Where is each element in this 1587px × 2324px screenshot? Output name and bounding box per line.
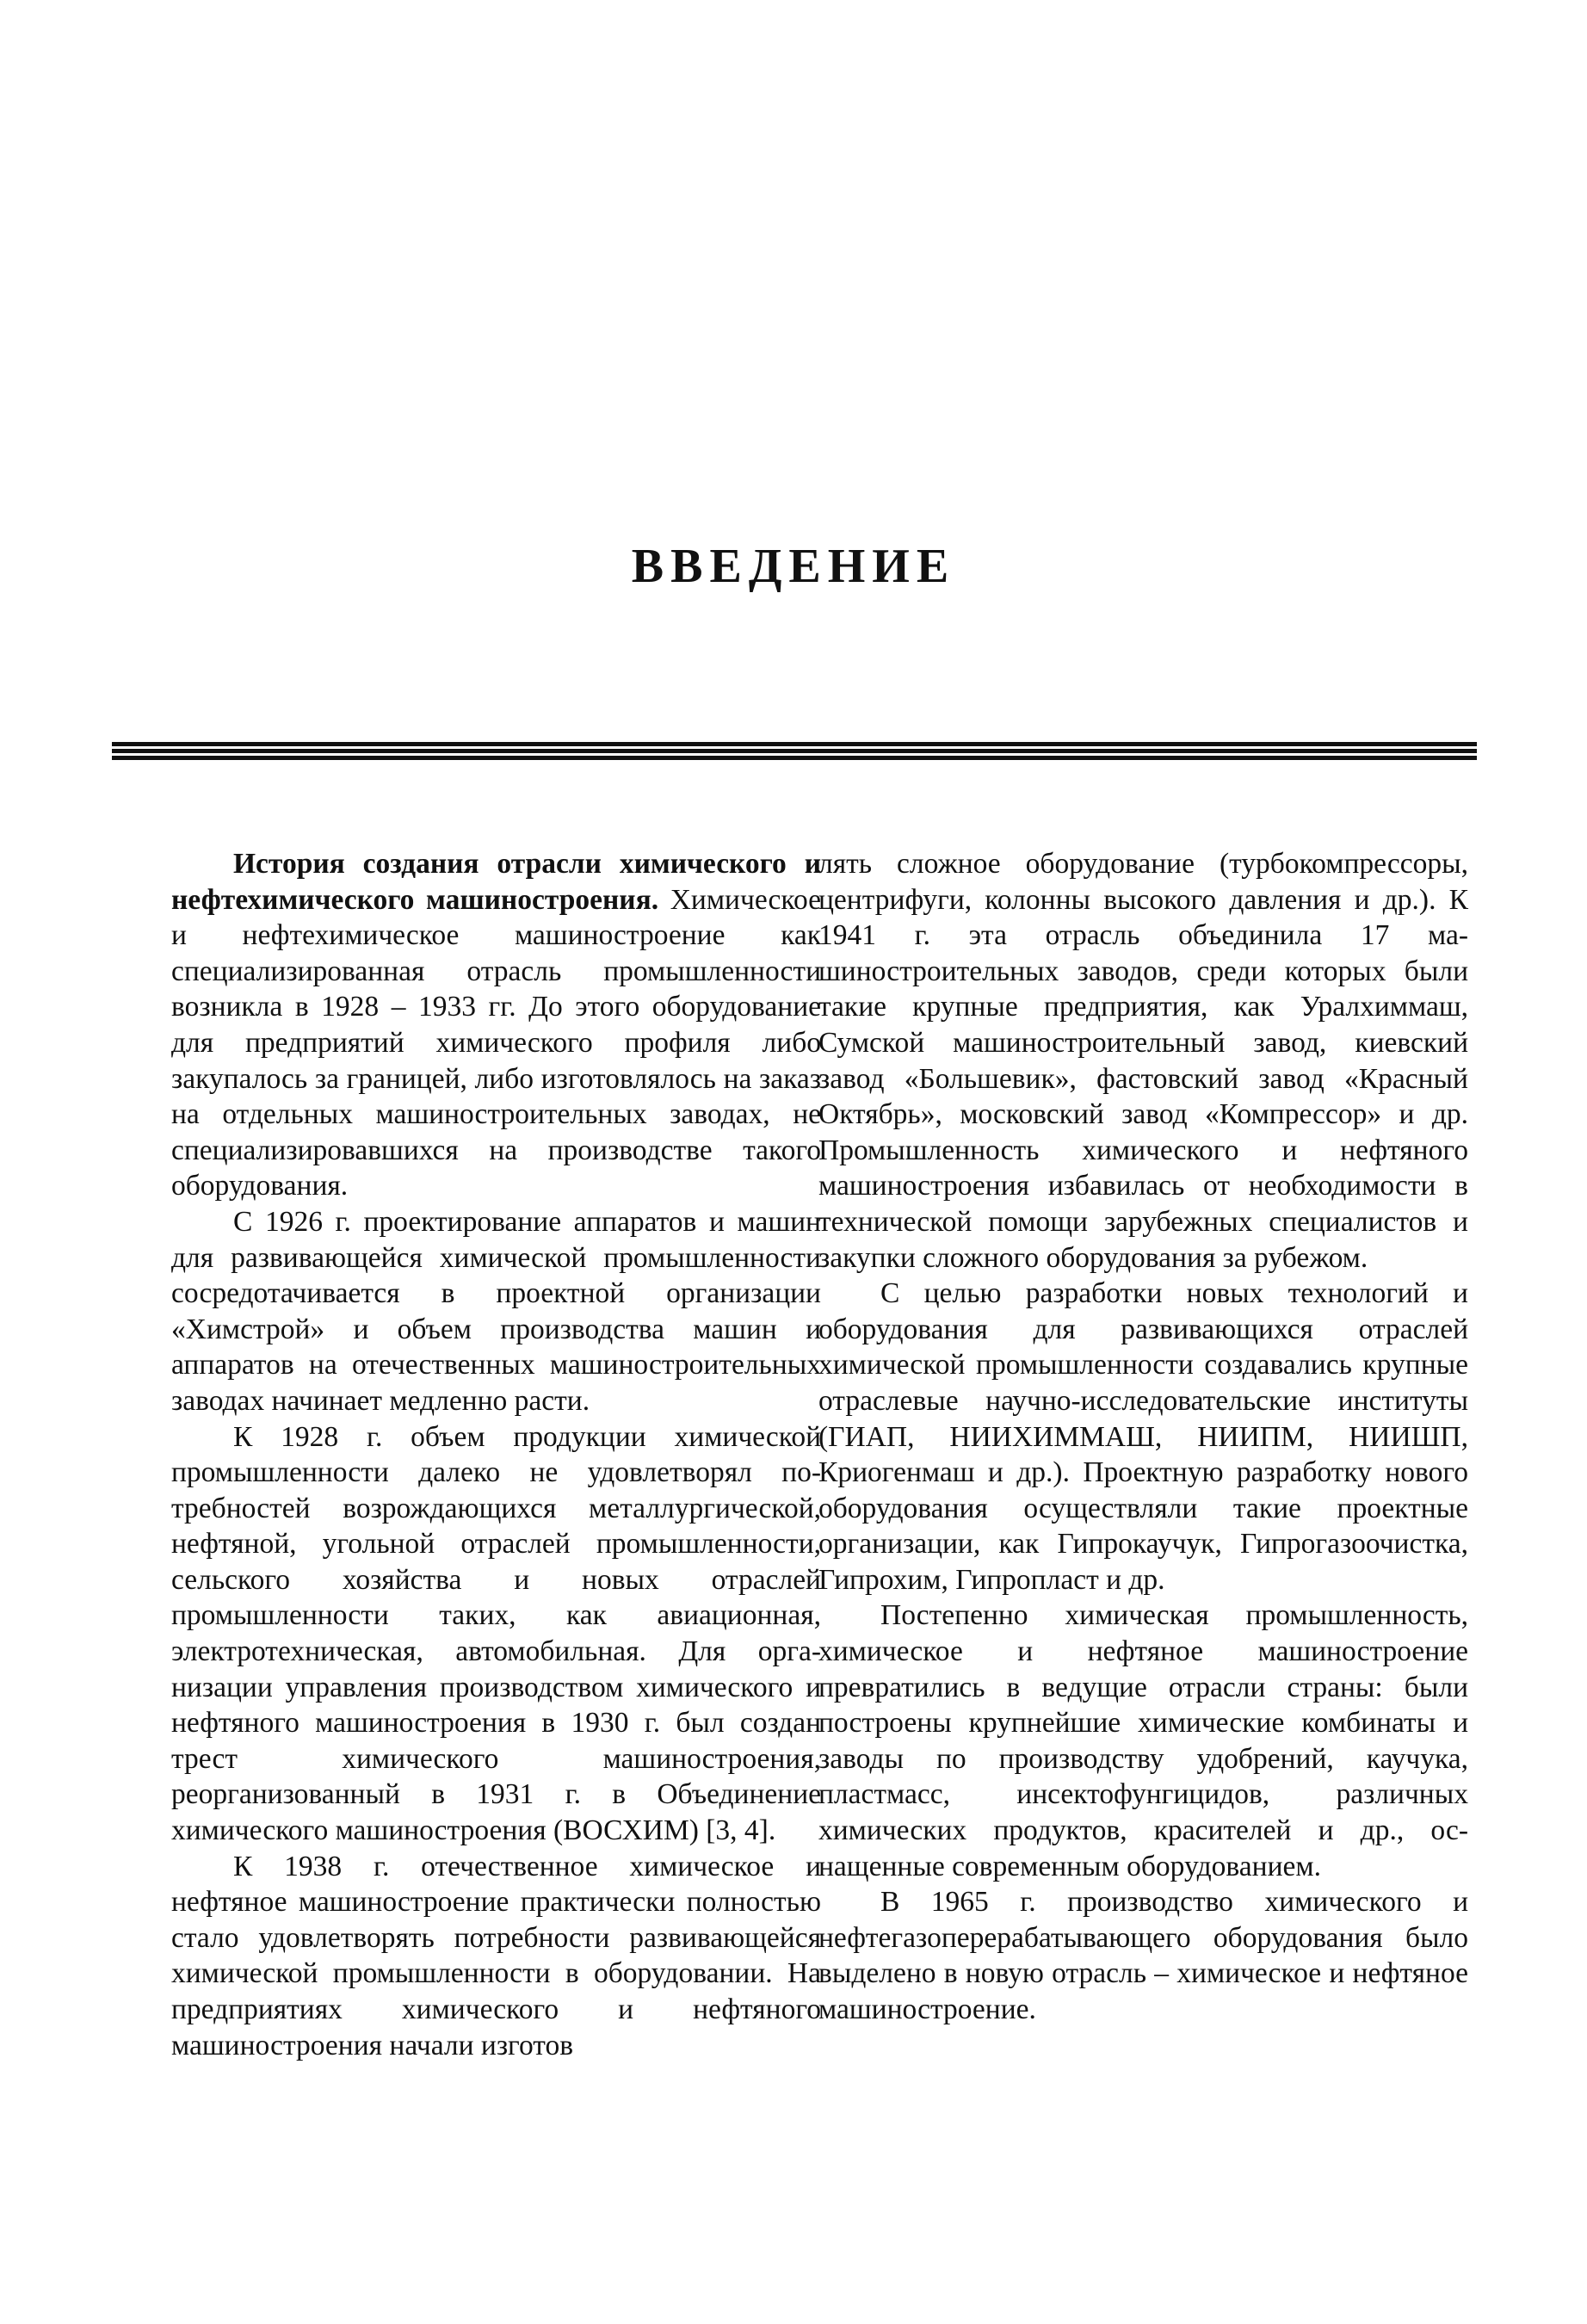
divider-line [112, 742, 1477, 746]
divider-line [112, 749, 1477, 753]
paragraph-leading-industries: Постепенно химическая промышленность, химическое и нефтяное машиностроение превратились в ведущие отрасли страны: были построены крупнейшие химические комбинаты и заводы по производству удобрений, каучука, пластмасс, инсектофунгицидов, различных химических продуктов, красителей и др., оснащенные современным оборудованием. [818, 1599, 1468, 1882]
left-column [171, 846, 821, 2063]
paragraph-history [171, 846, 821, 1204]
paragraph-1965: В 1965 г. производство химического и нефтегазоперерабатывающего оборудования было выделено в новую отрасль – химическое и нефтяное машиностроение. [818, 1886, 1468, 2025]
right-column [818, 846, 1468, 2028]
title-divider [112, 742, 1477, 761]
divider-line [112, 756, 1477, 760]
paragraph-1928: К 1928 г. объем продукции химической промышленности далеко не удовлетворял потребностей возрождающихся металлургической, нефтяной, угольной отраслей промышленности, сельского хозяйства и новых отраслей промышленности таких, как авиационная, электротехническая, автомобильная. Для организации управления производством химического и нефтяного машиностроения в 1930 г. был создан трест химического машиностроения, реорганизованный в 1931 г. в Объединение химического машиностроения (ВОСХИМ) [3, 4]. [171, 1420, 821, 1847]
paragraph-text: Химическое и нефтехимическое машиностроение как специализированная отрасль промышленности возникла в 1928 – 1933 гг. До этого оборудование для предприятий химического профиля либо закупалось за границей, либо изготовлялось на заказ на отдельных машиностроительных заводах, не специализировавшихся на производстве такого оборудования. [171, 883, 821, 1202]
paragraph-institutes: С целью разработки новых технологий и оборудования для развивающихся отраслей химической промышленности создавались крупные отраслевые научно-исследовательские институты (ГИАП, НИИХИММАШ, НИИПМ, НИИШП, Криогенмаш и др.). Проектную разработку нового оборудования осуществляли такие проектные организации, как Гипрокаучук, Гипрогазоочистка, Гипрохим, Гипропласт и др. [818, 1277, 1468, 1596]
chapter-title: ВВЕДЕНИЕ [631, 540, 956, 593]
section-lead-heading: История создания отрасли химического и нефтехимического машиностроения. [171, 848, 821, 916]
paragraph-1938-continued: лять сложное оборудование (турбокомпрессоры, центрифуги, колонны высокого давления и др.). К 1941 г. эта отрасль объединила 17 машиностроительных заводов, среди которых были такие крупные предприятия, как Уралхиммаш, Сумской машиностроительный завод, киевский завод «Большевик», фастовский завод «Красный Октябрь», московский завод «Компрессор» и др. Промышленность химического и нефтяного машиностроения избавилась от необходимости в технической помощи зарубежных специалистов и закупки сложного оборудования за рубежом. [818, 848, 1468, 1274]
paragraph-1938: К 1938 г. отечественное химическое и нефтяное машиностроение практически полностью стало удовлетворять потребности развивающейся химической промышленности в оборудовании. На предприятиях химического и нефтяного машиностроения начали изготов [171, 1850, 821, 2061]
paragraph-1926: С 1926 г. проектирование аппаратов и машин для развивающейся химической промышленности сосредотачивается в проектной организации «Химстрой» и объем производства машин и аппаратов на отечественных машиностроительных заводах начинает медленно расти. [171, 1205, 821, 1417]
